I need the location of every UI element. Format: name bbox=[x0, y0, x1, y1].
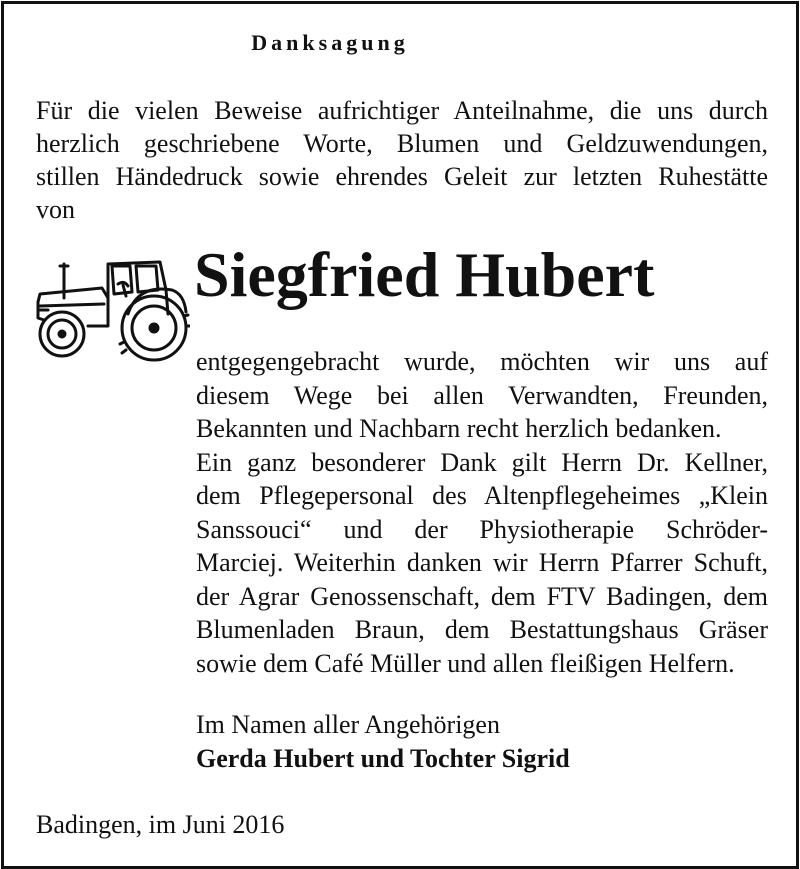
body-line: Ein ganz besonderer Dank gilt Herrn Dr. Kellner, bbox=[196, 447, 768, 477]
tractor-icon bbox=[30, 254, 190, 366]
body-line: entgegengebracht wurde, möchten wir uns auf bbox=[196, 347, 768, 376]
body-line: Blumenladen Braun, dem Bestattungshaus Gräser bbox=[196, 615, 768, 644]
body-line: der Agrar Genossenschaft, dem FTV Badingen, dem bbox=[196, 581, 768, 611]
body-line: dem Pflegepersonal des Altenpflegeheimes „Klein bbox=[196, 481, 768, 510]
signature-names: Gerda Hubert und Tochter Sigrid bbox=[196, 744, 570, 773]
notice-heading: Danksagung bbox=[251, 30, 409, 55]
notice-frame bbox=[1, 1, 799, 869]
body-line: sowie dem Café Müller und allen fleißigen Helfern. bbox=[196, 648, 735, 678]
body-line: Bekannten und Nachbarn recht herzlich bedanken. bbox=[196, 414, 722, 443]
body-paragraph bbox=[196, 345, 768, 680]
intro-paragraph bbox=[36, 94, 768, 226]
body-line: Sanssouci“ und der Physiotherapie Schröder- bbox=[196, 514, 768, 544]
place-date: Badingen, im Juni 2016 bbox=[36, 810, 285, 839]
intro-line: stillen Händedruck sowie ehrendes Geleit zur letzten Ruhestätte bbox=[36, 162, 768, 191]
intro-line: Für die vielen Beweise aufrichtiger Anteilnahme, die uns durch bbox=[36, 96, 768, 125]
intro-line: von bbox=[36, 195, 75, 224]
body-line: Marciej. Weiterhin danken wir Herrn Pfarrer Schuft, bbox=[196, 548, 768, 577]
body-line: diesem Wege bei allen Verwandten, Freunden, bbox=[196, 380, 768, 410]
deceased-name: Siegfried Hubert bbox=[194, 239, 655, 310]
intro-line: herzlich geschriebene Worte, Blumen und Geldzuwendungen, bbox=[36, 129, 768, 158]
signature-intro: Im Namen aller Angehörigen bbox=[196, 710, 500, 739]
